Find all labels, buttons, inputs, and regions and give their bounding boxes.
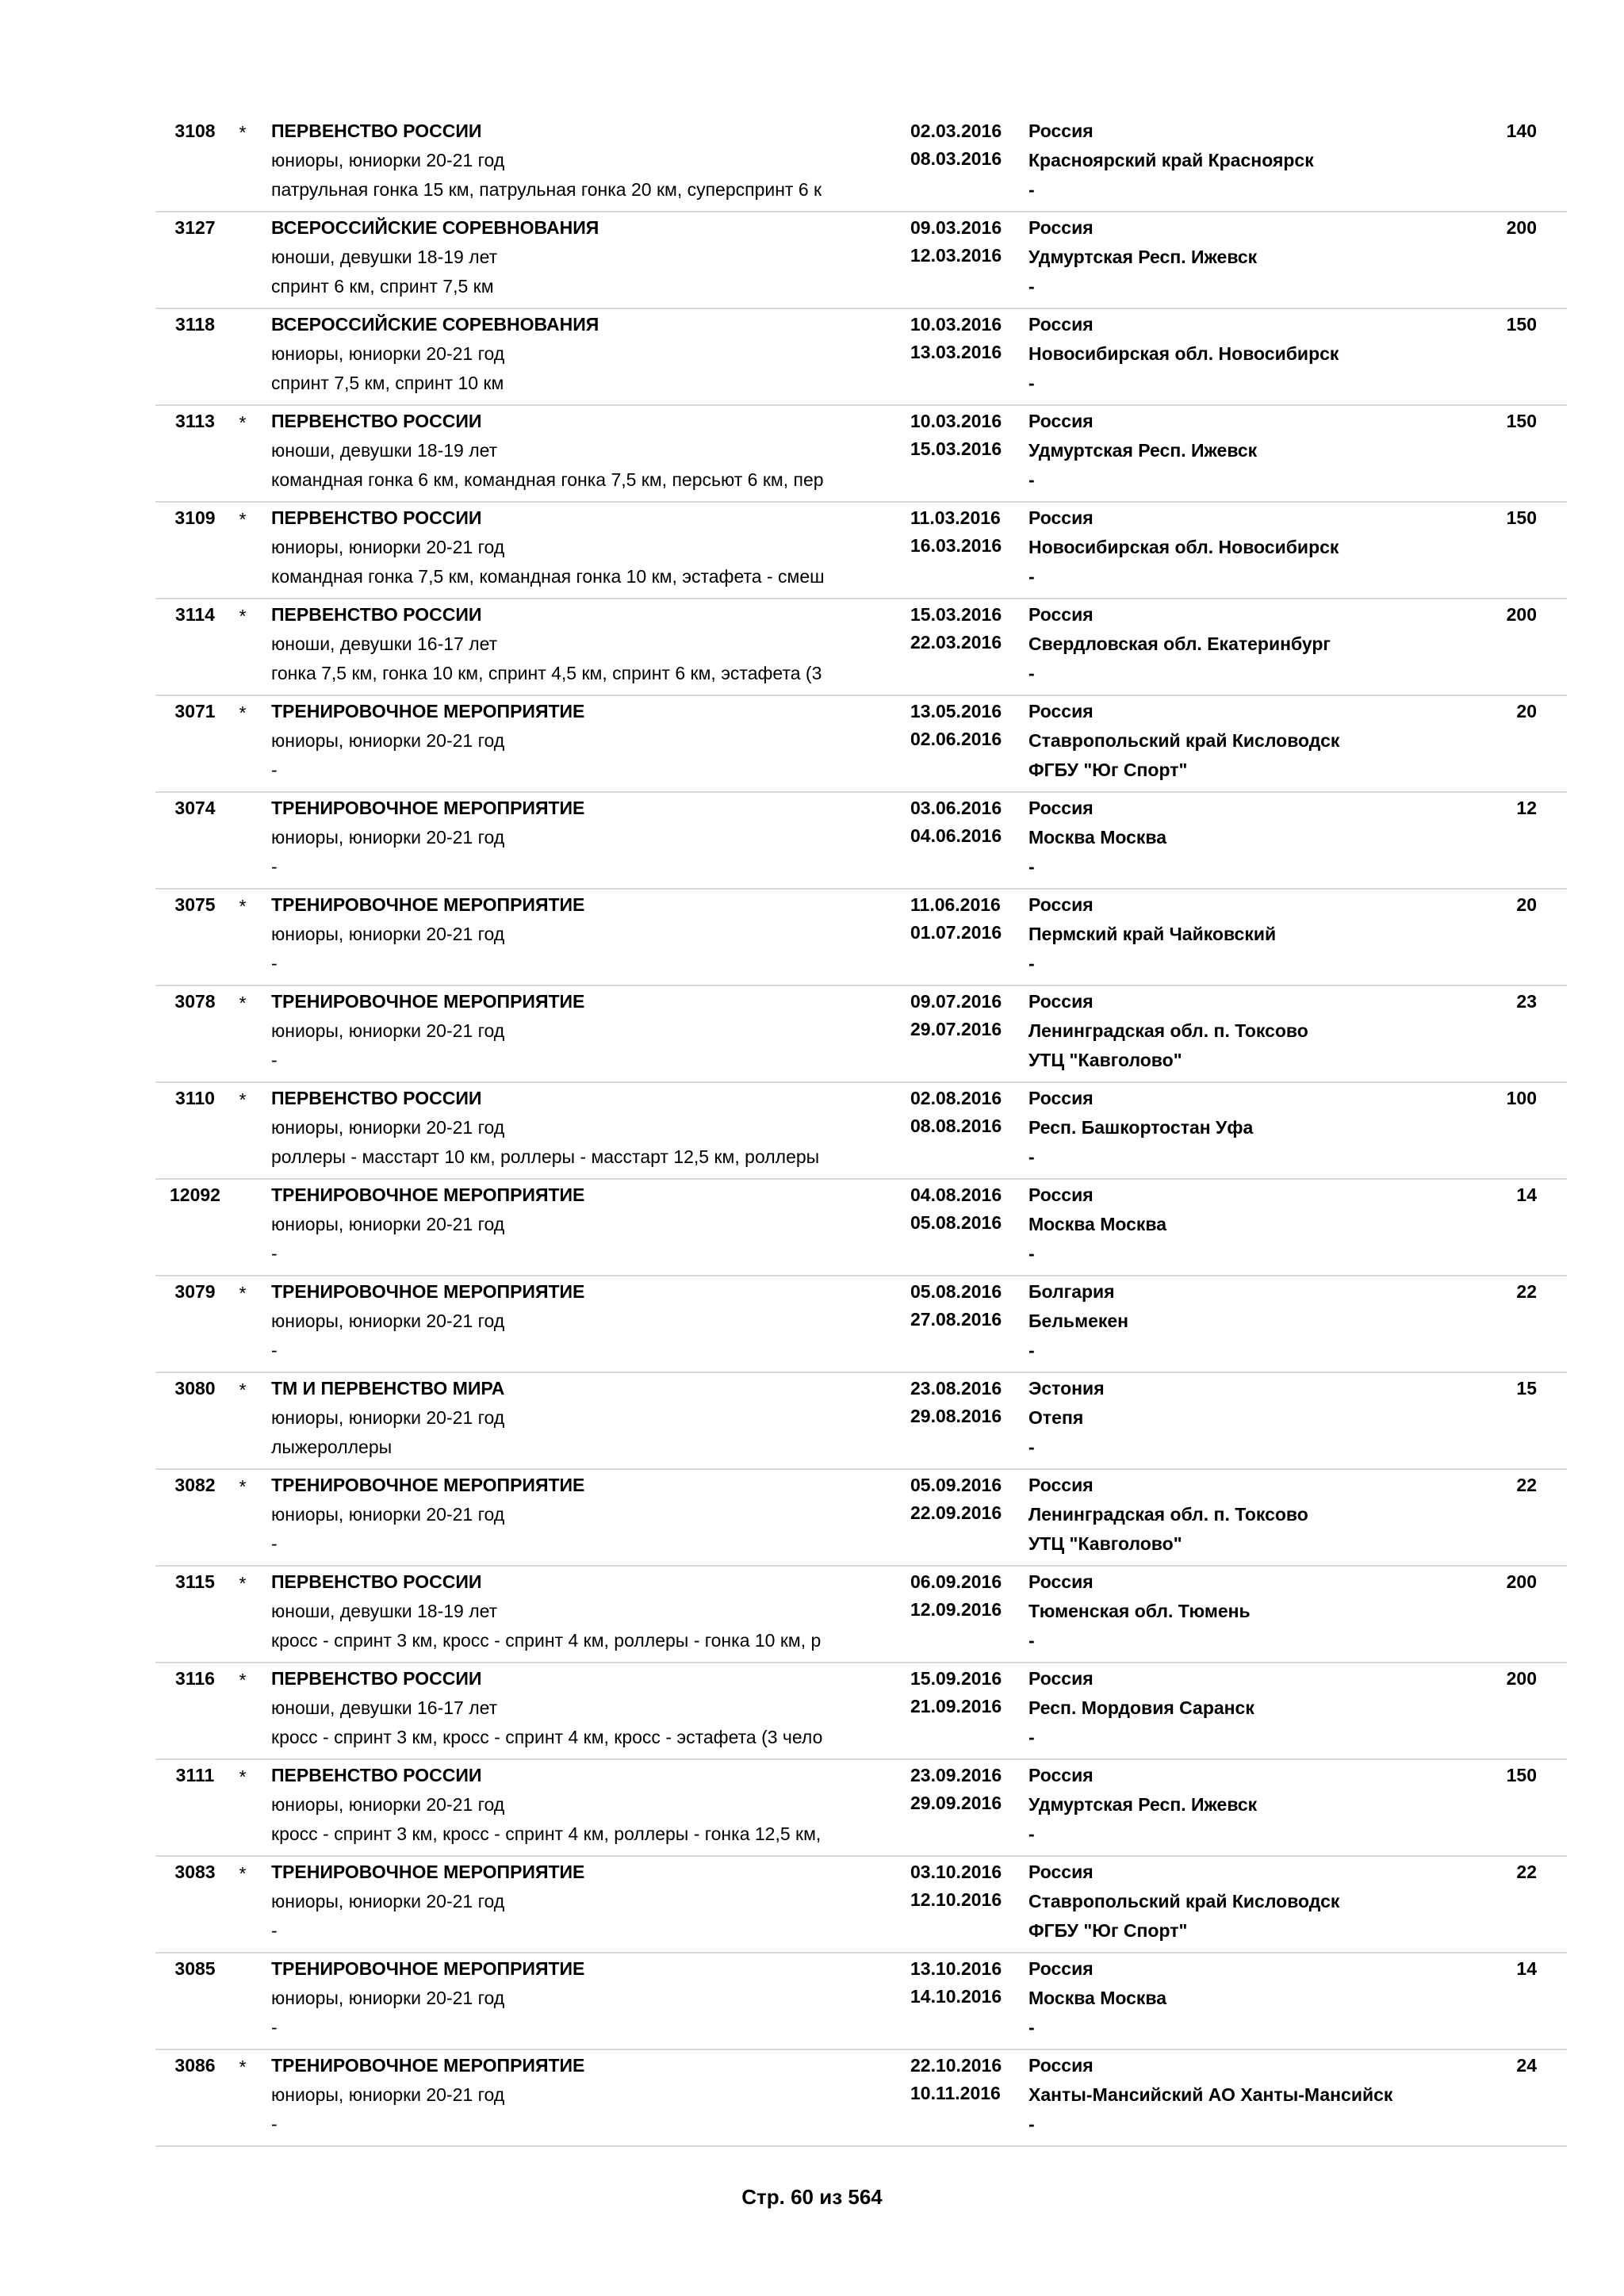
participant-count: 22 (1516, 1862, 1537, 1882)
priority-mark: * (239, 509, 247, 530)
venue: - (1028, 566, 1035, 587)
priority-mark: * (239, 412, 247, 433)
region-city: Респ. Башкортостан Уфа (1028, 1117, 1254, 1138)
priority-mark: * (239, 1089, 247, 1110)
country: Россия (1028, 1862, 1094, 1882)
age-group: юноши, девушки 16-17 лет (271, 633, 498, 654)
date-from: 06.09.2016 (910, 1571, 1002, 1592)
venue: - (1028, 373, 1035, 393)
priority-mark: * (239, 122, 247, 143)
event-id: 3078 (174, 991, 216, 1012)
event-id: 3127 (174, 217, 216, 238)
region-city: Новосибирская обл. Новосибирск (1028, 343, 1339, 364)
event-details: - (271, 2017, 278, 2038)
event-details: кросс - спринт 3 км, кросс - спринт 4 км, кросс - эстафета (3 чело (271, 1727, 823, 1747)
date-from: 11.03.2016 (910, 507, 1001, 528)
date-from: 15.03.2016 (910, 604, 1002, 625)
event-id: 3075 (174, 894, 216, 915)
event-entry (155, 1954, 1567, 2050)
date-to: 08.03.2016 (910, 148, 1002, 169)
date-from: 23.09.2016 (910, 1765, 1002, 1785)
age-group: юниоры, юниорки 20-21 год (271, 730, 505, 751)
venue: - (1028, 953, 1035, 974)
country: Россия (1028, 1668, 1094, 1689)
date-to: 15.03.2016 (910, 438, 1002, 459)
event-id: 3071 (174, 701, 216, 721)
event-title: ТРЕНИРОВОЧНОЕ МЕРОПРИЯТИЕ (271, 1475, 585, 1495)
participant-count: 150 (1506, 1765, 1537, 1785)
country: Россия (1028, 798, 1094, 818)
date-to: 12.09.2016 (910, 1599, 1002, 1620)
event-title: ТРЕНИРОВОЧНОЕ МЕРОПРИЯТИЕ (271, 894, 585, 915)
date-to: 16.03.2016 (910, 535, 1002, 556)
date-from: 09.03.2016 (910, 217, 1002, 238)
event-id: 3080 (174, 1378, 216, 1399)
age-group: юниоры, юниорки 20-21 год (271, 1794, 505, 1815)
age-group: юниоры, юниорки 20-21 год (271, 1311, 505, 1331)
event-entry (155, 1180, 1567, 1276)
date-from: 09.07.2016 (910, 991, 1002, 1012)
date-to: 01.07.2016 (910, 922, 1002, 943)
event-details: - (271, 1243, 278, 1264)
country: Россия (1028, 314, 1094, 335)
country: Россия (1028, 701, 1094, 721)
event-details: - (271, 1050, 278, 1070)
event-id: 3114 (175, 604, 215, 625)
date-to: 02.06.2016 (910, 729, 1002, 749)
region-city: Пермский край Чайковский (1028, 924, 1277, 944)
age-group: юниоры, юниорки 20-21 год (271, 1891, 505, 1911)
region-city: Удмуртская Респ. Ижевск (1028, 1794, 1258, 1815)
participant-count: 150 (1506, 411, 1537, 431)
age-group: юниоры, юниорки 20-21 год (271, 343, 505, 364)
country: Россия (1028, 121, 1094, 141)
event-id: 3115 (175, 1571, 215, 1592)
event-title: ТРЕНИРОВОЧНОЕ МЕРОПРИЯТИЕ (271, 1862, 585, 1882)
participant-count: 200 (1506, 1571, 1537, 1592)
event-entry (155, 116, 1567, 212)
venue: - (1028, 179, 1035, 200)
event-title: ТРЕНИРОВОЧНОЕ МЕРОПРИЯТИЕ (271, 2055, 585, 2076)
event-entry (155, 1373, 1567, 1470)
event-id: 3113 (175, 411, 215, 431)
venue: - (1028, 1727, 1035, 1747)
region-city: Ставропольский край Кисловодск (1028, 1891, 1340, 1911)
event-entry (155, 1276, 1567, 1373)
country: Россия (1028, 1184, 1094, 1205)
event-details: командная гонка 6 км, командная гонка 7,5 км, персьют 6 км, пер (271, 469, 824, 490)
participant-count: 200 (1506, 1668, 1537, 1689)
date-from: 22.10.2016 (910, 2055, 1002, 2076)
date-from: 13.10.2016 (910, 1958, 1002, 1979)
date-to: 13.03.2016 (910, 342, 1002, 362)
event-details: спринт 6 км, спринт 7,5 км (271, 276, 494, 297)
region-city: Отепя (1028, 1407, 1084, 1428)
event-title: ПЕРВЕНСТВО РОССИИ (271, 604, 482, 625)
venue: ФГБУ "Юг Спорт" (1028, 1920, 1188, 1941)
participant-count: 14 (1516, 1184, 1537, 1205)
priority-mark: * (239, 606, 247, 626)
page-number: Стр. 60 из 564 (741, 2185, 883, 2209)
date-from: 05.09.2016 (910, 1475, 1002, 1495)
event-details: спринт 7,5 км, спринт 10 км (271, 373, 504, 393)
event-id: 3083 (174, 1862, 216, 1882)
venue: - (1028, 1146, 1035, 1167)
participant-count: 20 (1516, 701, 1537, 721)
age-group: юниоры, юниорки 20-21 год (271, 1504, 505, 1525)
age-group: юниоры, юниорки 20-21 год (271, 1020, 505, 1041)
venue: - (1028, 1823, 1035, 1844)
event-title: ТРЕНИРОВОЧНОЕ МЕРОПРИЯТИЕ (271, 1281, 585, 1302)
date-to: 22.03.2016 (910, 632, 1002, 652)
age-group: юниоры, юниорки 20-21 год (271, 1407, 505, 1428)
event-id: 3108 (174, 121, 216, 141)
priority-mark: * (239, 993, 247, 1013)
priority-mark: * (239, 1863, 247, 1884)
age-group: юноши, девушки 18-19 лет (271, 247, 498, 267)
event-title: ПЕРВЕНСТВО РОССИИ (271, 1571, 482, 1592)
country: Россия (1028, 1088, 1094, 1108)
age-group: юниоры, юниорки 20-21 год (271, 827, 505, 848)
priority-mark: * (239, 896, 247, 916)
participant-count: 15 (1516, 1378, 1537, 1399)
venue: - (1028, 469, 1035, 490)
event-details: - (271, 1533, 278, 1554)
age-group: юноши, девушки 18-19 лет (271, 1601, 498, 1621)
event-id: 3082 (174, 1475, 216, 1495)
event-entry (155, 890, 1567, 986)
age-group: юниоры, юниорки 20-21 год (271, 537, 505, 557)
event-title: ТРЕНИРОВОЧНОЕ МЕРОПРИЯТИЕ (271, 701, 585, 721)
date-from: 10.03.2016 (910, 314, 1002, 335)
event-entry (155, 2050, 1567, 2147)
event-title: ПЕРВЕНСТВО РОССИИ (271, 507, 482, 528)
event-id: 3074 (174, 798, 216, 818)
event-id: 3109 (174, 507, 216, 528)
venue: - (1028, 1340, 1035, 1360)
age-group: юниоры, юниорки 20-21 год (271, 150, 505, 170)
region-city: Ленинградская обл. п. Токсово (1028, 1020, 1308, 1041)
event-entry (155, 1857, 1567, 1954)
country: Россия (1028, 1571, 1094, 1592)
region-city: Красноярский край Красноярск (1028, 150, 1314, 170)
participant-count: 150 (1506, 507, 1537, 528)
date-from: 04.08.2016 (910, 1184, 1002, 1205)
event-entry (155, 1663, 1567, 1760)
country: Россия (1028, 1958, 1094, 1979)
country: Эстония (1028, 1378, 1105, 1399)
age-group: юниоры, юниорки 20-21 год (271, 924, 505, 944)
participant-count: 140 (1506, 121, 1537, 141)
event-entry (155, 793, 1567, 890)
participant-count: 200 (1506, 604, 1537, 625)
venue: - (1028, 663, 1035, 683)
age-group: юниоры, юниорки 20-21 год (271, 1117, 505, 1138)
country: Россия (1028, 604, 1094, 625)
region-city: Удмуртская Респ. Ижевск (1028, 247, 1258, 267)
event-details: роллеры - масстарт 10 км, роллеры - масстарт 12,5 км, роллеры (271, 1146, 820, 1167)
priority-mark: * (239, 1670, 247, 1690)
event-details: - (271, 1340, 278, 1360)
date-to: 29.07.2016 (910, 1019, 1002, 1039)
venue: - (1028, 1437, 1035, 1457)
event-id: 3079 (174, 1281, 216, 1302)
priority-mark: * (239, 1283, 247, 1303)
event-entry (155, 1760, 1567, 1857)
event-id: 3111 (175, 1765, 215, 1785)
date-to: 22.09.2016 (910, 1502, 1002, 1523)
region-city: Респ. Мордовия Саранск (1028, 1697, 1254, 1718)
date-to: 04.06.2016 (910, 825, 1002, 846)
age-group: юноши, девушки 18-19 лет (271, 440, 498, 461)
date-from: 02.08.2016 (910, 1088, 1002, 1108)
event-id: 3086 (174, 2055, 216, 2076)
venue: - (1028, 276, 1035, 297)
date-from: 10.03.2016 (910, 411, 1002, 431)
venue: - (1028, 2114, 1035, 2134)
participant-count: 100 (1506, 1088, 1537, 1108)
event-list (155, 116, 1567, 2147)
date-to: 05.08.2016 (910, 1212, 1002, 1233)
priority-mark: * (239, 2057, 247, 2077)
date-to: 29.09.2016 (910, 1793, 1002, 1813)
date-to: 08.08.2016 (910, 1115, 1002, 1136)
country: Россия (1028, 217, 1094, 238)
venue: УТЦ "Кавголово" (1028, 1050, 1182, 1070)
event-entry (155, 309, 1567, 406)
priority-mark: * (239, 1573, 247, 1594)
event-entry (155, 212, 1567, 309)
event-title: ПЕРВЕНСТВО РОССИИ (271, 1668, 482, 1689)
event-title: ТРЕНИРОВОЧНОЕ МЕРОПРИЯТИЕ (271, 1958, 585, 1979)
event-entry (155, 1083, 1567, 1180)
event-details: кросс - спринт 3 км, кросс - спринт 4 км, роллеры - гонка 10 км, р (271, 1630, 822, 1651)
event-details: лыжероллеры (271, 1437, 393, 1457)
date-to: 27.08.2016 (910, 1309, 1002, 1330)
event-entry (155, 696, 1567, 793)
event-entry (155, 1470, 1567, 1567)
event-id: 12092 (170, 1184, 220, 1205)
event-title: ТРЕНИРОВОЧНОЕ МЕРОПРИЯТИЕ (271, 991, 585, 1012)
event-id: 3118 (175, 314, 215, 335)
date-to: 10.11.2016 (910, 2083, 1001, 2103)
region-city: Тюменская обл. Тюмень (1028, 1601, 1251, 1621)
participant-count: 12 (1516, 798, 1537, 818)
priority-mark: * (239, 702, 247, 723)
event-title: ТРЕНИРОВОЧНОЕ МЕРОПРИЯТИЕ (271, 798, 585, 818)
priority-mark: * (239, 1380, 247, 1400)
event-entry (155, 503, 1567, 599)
age-group: юноши, девушки 16-17 лет (271, 1697, 498, 1718)
venue: ФГБУ "Юг Спорт" (1028, 760, 1188, 780)
event-id: 3085 (174, 1958, 216, 1979)
priority-mark: * (239, 1476, 247, 1497)
event-title: ТРЕНИРОВОЧНОЕ МЕРОПРИЯТИЕ (271, 1184, 585, 1205)
region-city: Новосибирская обл. Новосибирск (1028, 537, 1339, 557)
country: Болгария (1028, 1281, 1115, 1302)
participant-count: 200 (1506, 217, 1537, 238)
event-details: патрульная гонка 15 км, патрульная гонка 20 км, суперспринт 6 к (271, 179, 822, 200)
event-details: - (271, 953, 278, 974)
event-entry (155, 599, 1567, 696)
participant-count: 22 (1516, 1281, 1537, 1302)
region-city: Свердловская обл. Екатеринбург (1028, 633, 1331, 654)
region-city: Ставропольский край Кисловодск (1028, 730, 1340, 751)
event-title: ПЕРВЕНСТВО РОССИИ (271, 1765, 482, 1785)
participant-count: 22 (1516, 1475, 1537, 1495)
event-details: кросс - спринт 3 км, кросс - спринт 4 км, роллеры - гонка 12,5 км, (271, 1823, 822, 1844)
event-title: ПЕРВЕНСТВО РОССИИ (271, 411, 482, 431)
date-to: 29.08.2016 (910, 1406, 1002, 1426)
country: Россия (1028, 507, 1094, 528)
region-city: Ханты-Мансийский АО Ханты-Мансийск (1028, 2084, 1393, 2105)
event-details: - (271, 760, 278, 780)
date-to: 21.09.2016 (910, 1696, 1002, 1716)
event-entry (155, 1567, 1567, 1663)
region-city: Удмуртская Респ. Ижевск (1028, 440, 1258, 461)
event-title: ТМ И ПЕРВЕНСТВО МИРА (271, 1378, 505, 1399)
venue: - (1028, 2017, 1035, 2038)
date-from: 05.08.2016 (910, 1281, 1002, 1302)
event-title: ПЕРВЕНСТВО РОССИИ (271, 1088, 482, 1108)
event-details: гонка 7,5 км, гонка 10 км, спринт 4,5 км, спринт 6 км, эстафета (3 (271, 663, 822, 683)
venue: - (1028, 856, 1035, 877)
region-city: Ленинградская обл. п. Токсово (1028, 1504, 1308, 1525)
event-details: командная гонка 7,5 км, командная гонка 10 км, эстафета - смеш (271, 566, 825, 587)
country: Россия (1028, 411, 1094, 431)
date-from: 02.03.2016 (910, 121, 1002, 141)
country: Россия (1028, 894, 1094, 915)
event-entry (155, 986, 1567, 1083)
event-id: 3110 (175, 1088, 215, 1108)
age-group: юниоры, юниорки 20-21 год (271, 2084, 505, 2105)
event-title: ВСЕРОССИЙСКИЕ СОРЕВНОВАНИЯ (271, 217, 599, 238)
event-title: ВСЕРОССИЙСКИЕ СОРЕВНОВАНИЯ (271, 314, 599, 335)
event-entry (155, 406, 1567, 503)
participant-count: 150 (1506, 314, 1537, 335)
country: Россия (1028, 2055, 1094, 2076)
region-city: Москва Москва (1028, 1988, 1167, 2008)
region-city: Москва Москва (1028, 1214, 1167, 1234)
age-group: юниоры, юниорки 20-21 год (271, 1214, 505, 1234)
date-to: 14.10.2016 (910, 1986, 1002, 2007)
event-details: - (271, 2114, 278, 2134)
date-from: 23.08.2016 (910, 1378, 1002, 1399)
participant-count: 24 (1516, 2055, 1537, 2076)
venue: УТЦ "Кавголово" (1028, 1533, 1182, 1554)
date-to: 12.10.2016 (910, 1889, 1002, 1910)
event-title: ПЕРВЕНСТВО РОССИИ (271, 121, 482, 141)
participant-count: 14 (1516, 1958, 1537, 1979)
participant-count: 23 (1516, 991, 1537, 1012)
country: Россия (1028, 1475, 1094, 1495)
date-from: 03.06.2016 (910, 798, 1002, 818)
venue: - (1028, 1243, 1035, 1264)
date-from: 03.10.2016 (910, 1862, 1002, 1882)
event-details: - (271, 856, 278, 877)
date-from: 13.05.2016 (910, 701, 1002, 721)
date-to: 12.03.2016 (910, 245, 1002, 266)
region-city: Бельмекен (1028, 1311, 1129, 1331)
region-city: Москва Москва (1028, 827, 1167, 848)
priority-mark: * (239, 1766, 247, 1787)
participant-count: 20 (1516, 894, 1537, 915)
date-from: 15.09.2016 (910, 1668, 1002, 1689)
country: Россия (1028, 1765, 1094, 1785)
age-group: юниоры, юниорки 20-21 год (271, 1988, 505, 2008)
date-from: 11.06.2016 (910, 894, 1001, 915)
event-id: 3116 (175, 1668, 215, 1689)
venue: - (1028, 1630, 1035, 1651)
event-details: - (271, 1920, 278, 1941)
country: Россия (1028, 991, 1094, 1012)
